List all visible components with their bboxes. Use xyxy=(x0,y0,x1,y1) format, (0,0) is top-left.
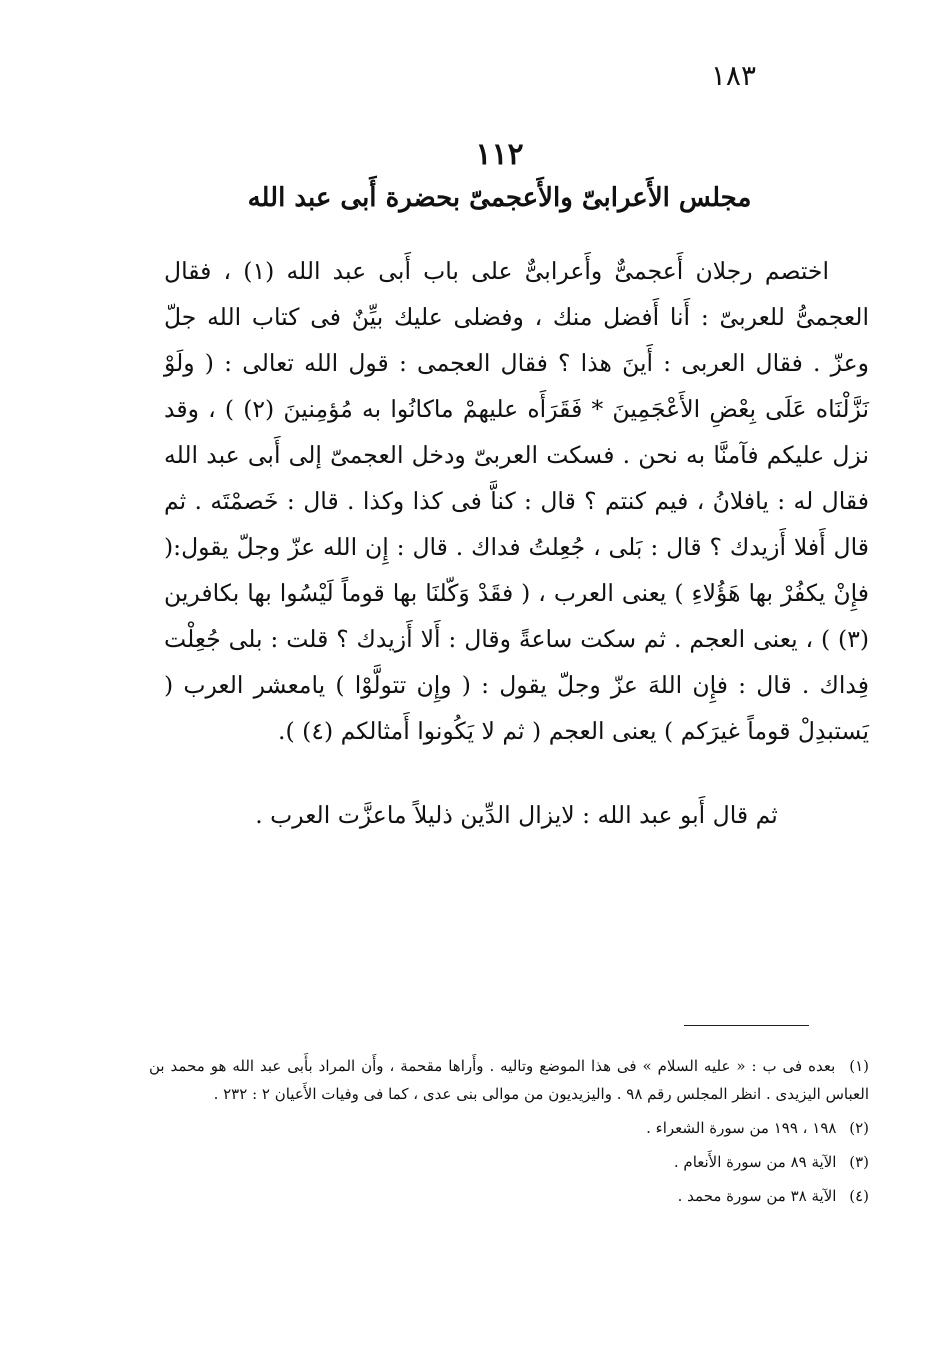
footnote-text: ١٩٨ ، ١٩٩ من سورة الشعراء . xyxy=(646,1119,837,1137)
footnote-divider xyxy=(684,1025,809,1026)
footnote-number: (٣) xyxy=(849,1153,869,1171)
main-paragraph: اختصم رجلان أَعجمىٌّ وأَعرابىٌّ على باب أَبى عبد الله (١) ، فقال العجمىُّ للعربىّ : أَنا أَفضل منك ، وفضلى عليك بيِّنٌ فى كتاب الله جلّ وعزّ . فقال العربى : أَينَ هذا ؟ فقال العجمى : قول الله تعالى : ( ولَوْ نَزَّلْنَاه عَلَى بِعْضِ الأَعْجَمِينَ * فَقَرَأَه عليهمْ ماكانُوا به مُؤمِنينَ (٢) ) ، وقد نزل عليكم فآمنَّا به نحن . فسكت العربىّ ودخل العجمىّ إلى أَبى عبد الله فقال له : يافلانُ ، فيم كنتم ؟ قال : كناَّ فى كذا وكذا . قال : خَصمْتَه . ثم قال أَفلا أَزيدك ؟ قال : بَلى ، جُعِلتُ فداك . قال : إِن الله عزّ وجلّ يقول:( فإِنْ يكفُرْ بها هَؤُلاءِ ) يعنى العرب ، ( فقَدْ وَكّلنَا بها قوماً لَيْسُوا بها بكافرين (٣) ) ، يعنى العجم . ثم سكت ساعةً وقال : أَلا أَزيدك ؟ قلت : بلى جُعِلْت فِداك . قال : فإِن اللهَ عزّ وجلّ يقول : ( وإِن تتولَّوْا ) يامعشر العرب ( يَستبدِلْ قوماً غيرَكم ) يعنى العجم ( ثم لا يَكُونوا أَمثالكم (٤) ). xyxy=(164,257,869,745)
footnote-number: (٢) xyxy=(849,1119,869,1137)
main-text xyxy=(164,248,869,754)
footnote-item xyxy=(149,1182,869,1210)
chapter-number: ١١٢ xyxy=(475,137,524,172)
footnote-item xyxy=(149,1114,869,1142)
footnote-number: (١) xyxy=(849,1057,869,1075)
closing-line: ثم قال أَبو عبد الله : لايزال الدِّين ذليلاً ماعزَّت العرب . xyxy=(255,801,778,829)
page-number: ١٨٣ xyxy=(710,59,756,92)
chapter-title: مجلس الأَعرابىّ والأَعجمىّ بحضرة أَبى عبد الله xyxy=(247,183,752,213)
footnote-item xyxy=(149,1148,869,1176)
footnote-text: بعده فى ب : « عليه السلام » فى هذا الموضع وتاليه . وأَراها مقحمة ، وأَن المراد بأَبى عبد الله هو محمد بن العباس اليزيدى . انظر المجلس رقم ٩٨ . واليزيديون من موالى بنى عدى ، كما فى وفيات الأَعيان ٢ : ٢٣٢ . xyxy=(149,1057,869,1103)
footnotes xyxy=(149,1052,869,1216)
footnote-text: الآية ٣٨ من سورة محمد . xyxy=(677,1187,837,1205)
footnote-item xyxy=(149,1052,869,1108)
footnote-text: الآية ٨٩ من سورة الأَنعام . xyxy=(673,1153,837,1171)
footnote-number: (٤) xyxy=(849,1187,869,1205)
